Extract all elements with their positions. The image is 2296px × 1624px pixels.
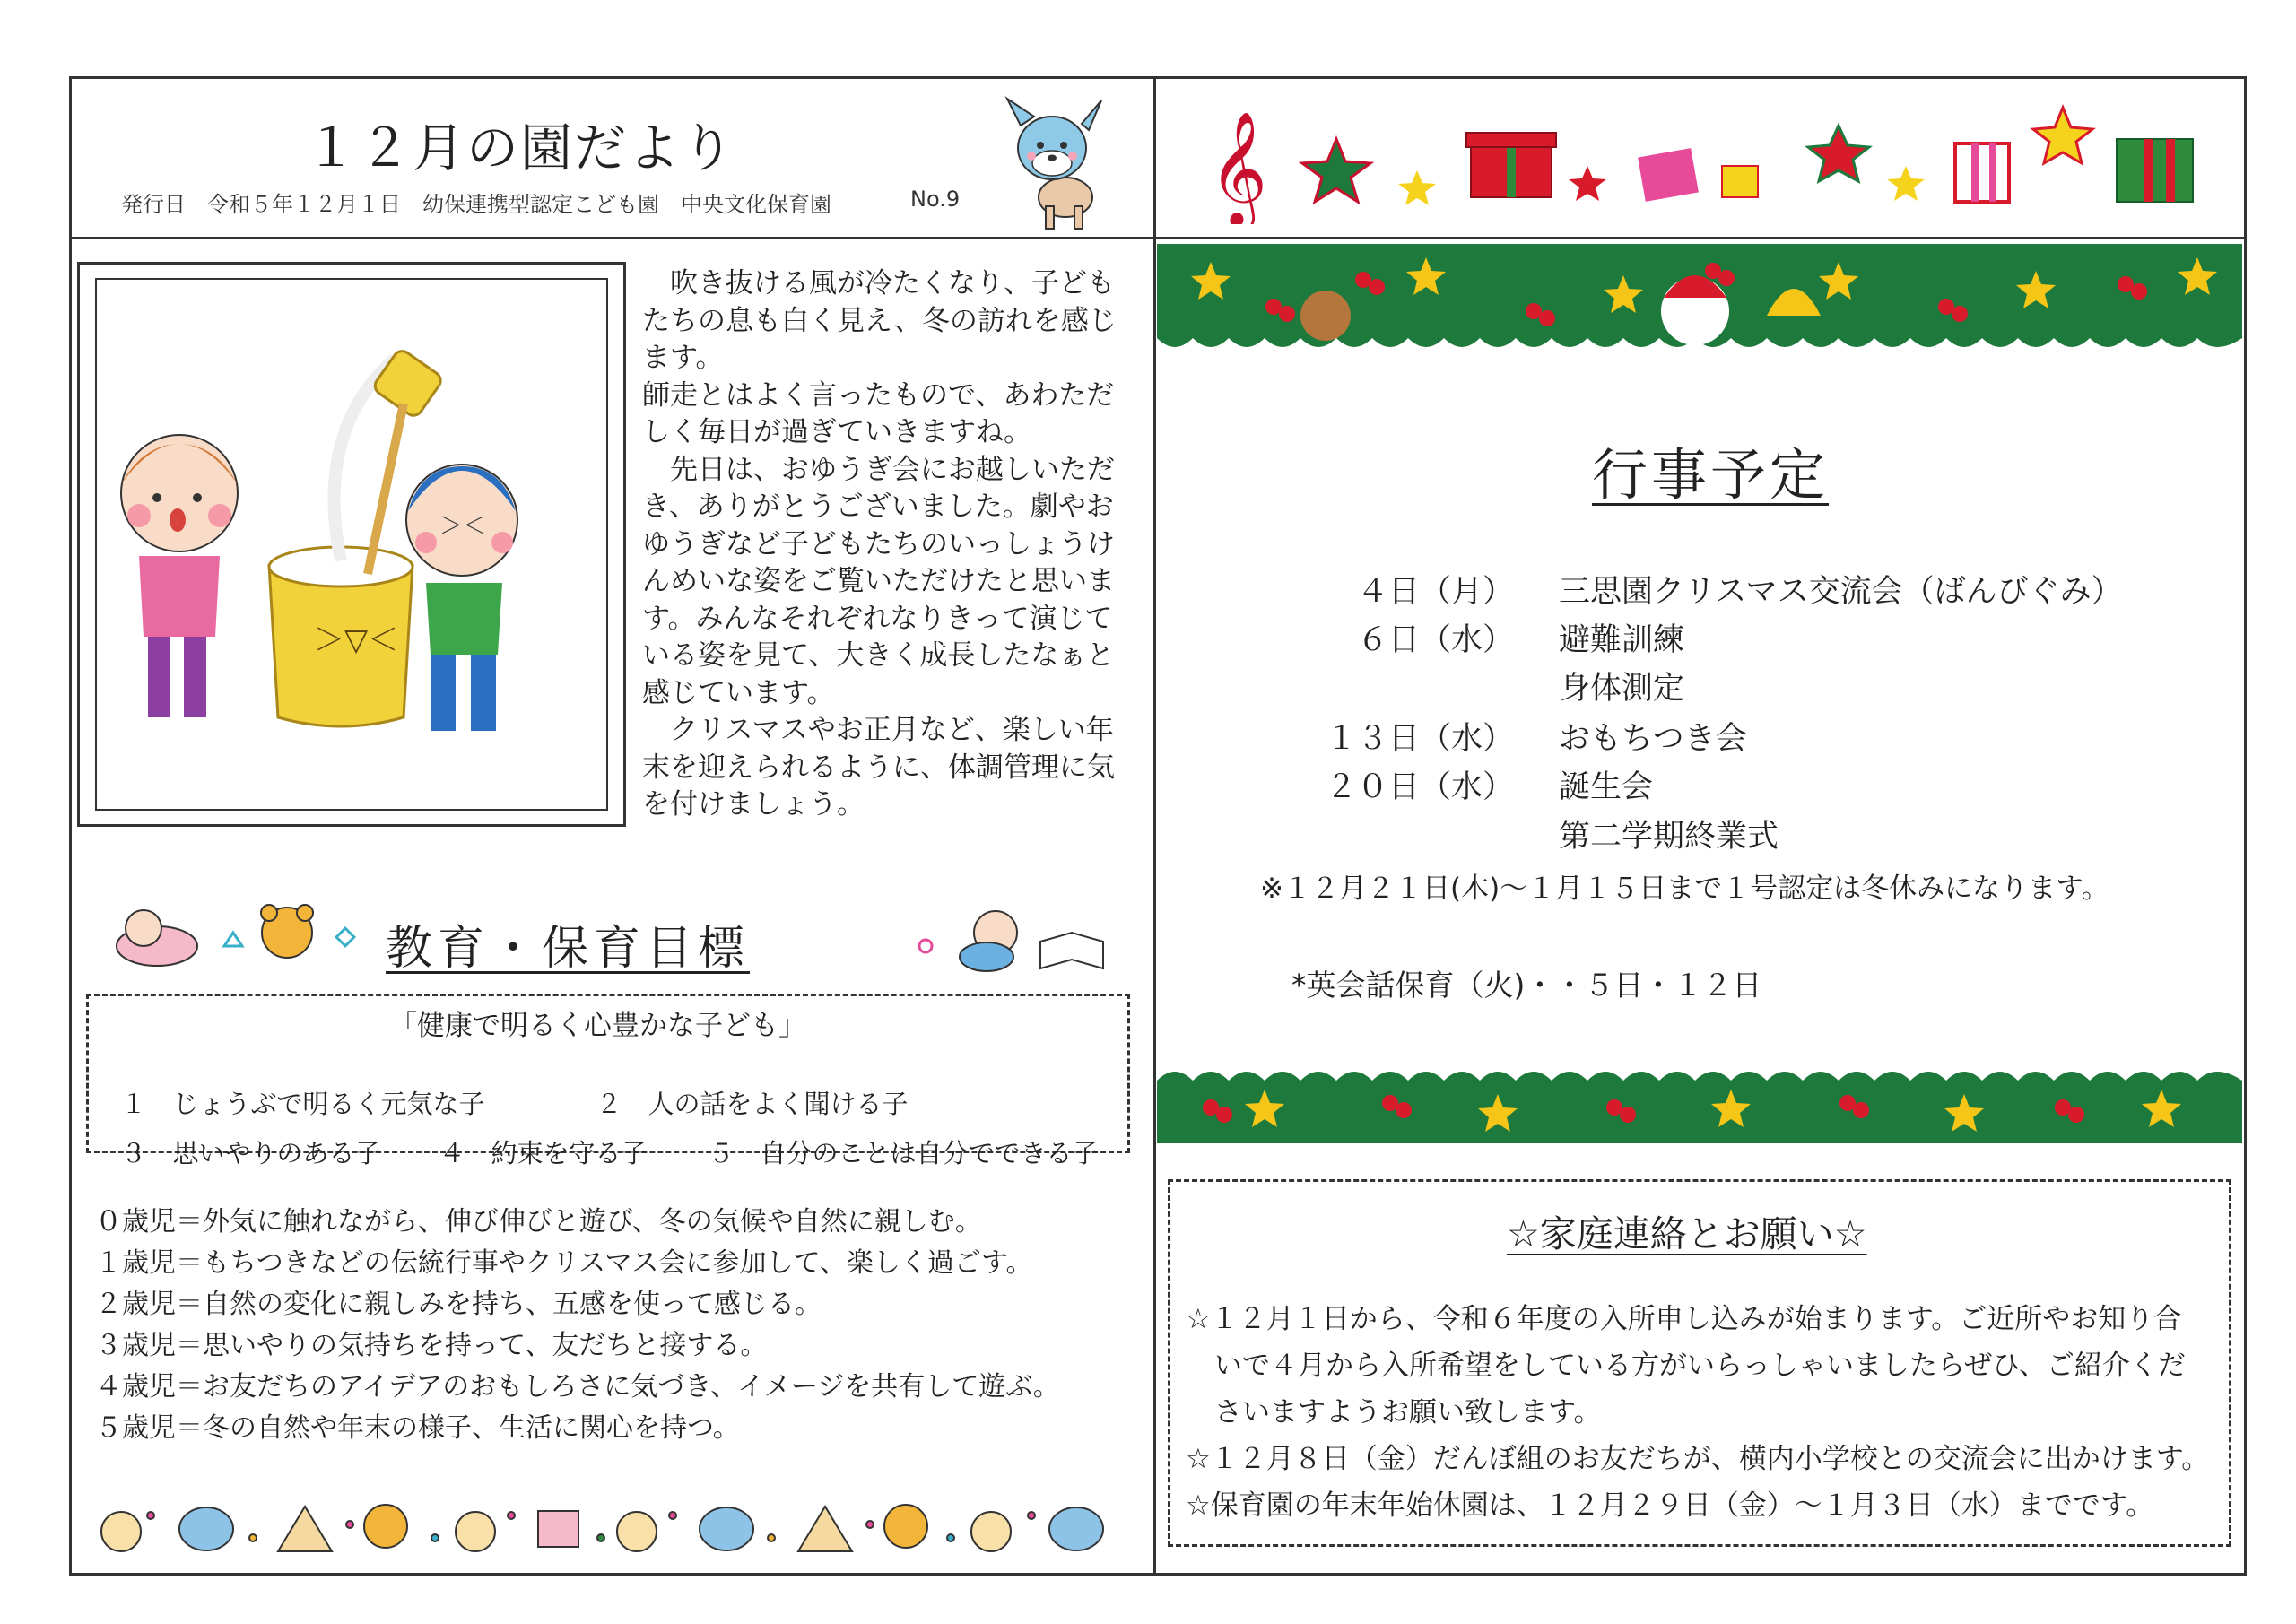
age-goal-item: ３歳児＝思いやりの気持ちを持って、友だちと接する。 bbox=[95, 1330, 768, 1361]
column-divider bbox=[1153, 76, 1156, 1576]
event-date: ２０日（水） bbox=[1325, 769, 1514, 805]
event-name: 三思園クリスマス交流会（ばんびぐみ） bbox=[1559, 574, 2123, 610]
header-divider-left bbox=[69, 237, 1154, 239]
goal-item: ３ 思いやりのある子 bbox=[120, 1138, 381, 1168]
svg-text:＞▽＜: ＞▽＜ bbox=[314, 622, 399, 658]
goal-item: ２ 人の話をよく聞ける子 bbox=[596, 1089, 909, 1119]
winter-break-note: ※１２月２１日(木)～１月１５日まで１号認定は冬休みになります。 bbox=[1260, 873, 2109, 905]
fawn-mascot-illustration bbox=[1003, 90, 1119, 233]
event-name: おもちつき会 bbox=[1559, 721, 1747, 757]
goals-heading: 教育・保育目標 bbox=[386, 922, 751, 976]
goals-motto: 「健康で明るく心豊かな子ども」 bbox=[389, 1010, 806, 1042]
newsletter-title: １２月の園だより bbox=[305, 117, 736, 178]
age-goal-item: ０歳児＝外気に触れながら、伸び伸びと遊び、冬の気候や自然に親しむ。 bbox=[95, 1206, 982, 1238]
event-date: ４日（月） bbox=[1356, 574, 1514, 610]
event-date: １３日（水） bbox=[1325, 721, 1514, 757]
goal-item: ４ 約束を守る子 bbox=[439, 1138, 648, 1168]
age-goal-item: ４歳児＝お友だちのアイデアのおもしろさに気づき、イメージを共有して遊ぶ。 bbox=[95, 1371, 1060, 1403]
intro-paragraph: クリスマスやお正月など、楽しい年末を迎えられるように、体調管理に気を付けましょう。 bbox=[642, 714, 1115, 821]
contact-heading: ☆家庭連絡とお願い☆ bbox=[1507, 1212, 1867, 1255]
age-goal-item: ５歳児＝冬の自然や年末の様子、生活に関心を持つ。 bbox=[95, 1412, 740, 1444]
contact-line: ☆１２月１日から、令和６年度の入所申し込みが始まります。ご近所やお知り合 bbox=[1186, 1303, 2182, 1335]
header-divider-right bbox=[1156, 237, 2247, 239]
events-heading: 行事予定 bbox=[1592, 442, 1830, 508]
intro-paragraph: 師走とはよく言ったもので、あわただしく毎日が過ぎていきますね。 bbox=[642, 378, 1115, 448]
svg-text:𝄞: 𝄞 bbox=[1209, 110, 1268, 224]
goal-item: １ じょうぶで明るく元気な子 bbox=[120, 1089, 485, 1119]
baby-with-book-decoration bbox=[915, 901, 1112, 977]
intro-paragraph: 先日は、おゆうぎ会にお越しいただき、ありがとうございました。劇やおゆうぎなど子どもたちのいっしょうけんめいな姿をご覧いただけたと思います。みんなそれぞれなりきって演じている姿を見て、大きく成長したなぁと感じています。 bbox=[642, 453, 1115, 709]
event-name: 身体測定 bbox=[1559, 671, 1685, 707]
age-goals-list bbox=[95, 1202, 1060, 1449]
contact-text bbox=[1186, 1296, 2226, 1529]
intro-paragraph: 吹き抜ける風が冷たくなり、子どもたちの息も白く見え、冬の訪れを感じます。 bbox=[642, 267, 1117, 374]
christmas-holly-garland-bottom bbox=[1157, 1054, 2242, 1143]
publication-info: 発行日 令和５年１２月１日 幼保連携型認定こども園 中央文化保育園 bbox=[121, 192, 831, 217]
event-name: 誕生会 bbox=[1559, 769, 1654, 805]
intro-text bbox=[642, 265, 1126, 824]
goals-row bbox=[104, 1103, 1098, 1170]
event-date: ６日（水） bbox=[1356, 622, 1514, 658]
age-goal-item: １歳児＝もちつきなどの伝統行事やクリスマス会に参加して、楽しく過ごす。 bbox=[95, 1247, 1033, 1279]
issue-number: No.9 bbox=[910, 187, 961, 212]
goal-item: ５ 自分のことは自分でできる子 bbox=[708, 1138, 1099, 1168]
contact-line: さいますようお願い致します。 bbox=[1214, 1396, 1602, 1429]
contact-line: ☆１２月８日（金）だんぼ組のお友だちが、横内小学校との交流会に出かけます。 bbox=[1186, 1443, 2210, 1475]
animal-border-decoration bbox=[99, 1489, 1112, 1560]
event-name: 第二学期終業式 bbox=[1559, 819, 1779, 855]
christmas-holly-garland-top bbox=[1157, 244, 2242, 360]
contact-line: いで４月から入所希望をしている方がいらっしゃいましたらぜひ、ご紹介くだ bbox=[1214, 1350, 2186, 1382]
english-class-note: *英会話保育（火)・・５日・１２日 bbox=[1292, 968, 1762, 1003]
mochi-pounding-children-illustration bbox=[108, 341, 592, 762]
christmas-ornaments-banner bbox=[1193, 90, 2224, 224]
contact-line: ☆保育園の年末年始休園は、１２月２９日（金）～１月３日（水）までです。 bbox=[1186, 1489, 2154, 1522]
baby-and-bear-decoration bbox=[108, 897, 368, 977]
age-goal-item: ２歳児＝自然の変化に親しみを持ち、五感を使って感じる。 bbox=[95, 1289, 822, 1320]
event-name: 避難訓練 bbox=[1559, 622, 1685, 658]
svg-text:＞＜: ＞＜ bbox=[439, 513, 487, 540]
